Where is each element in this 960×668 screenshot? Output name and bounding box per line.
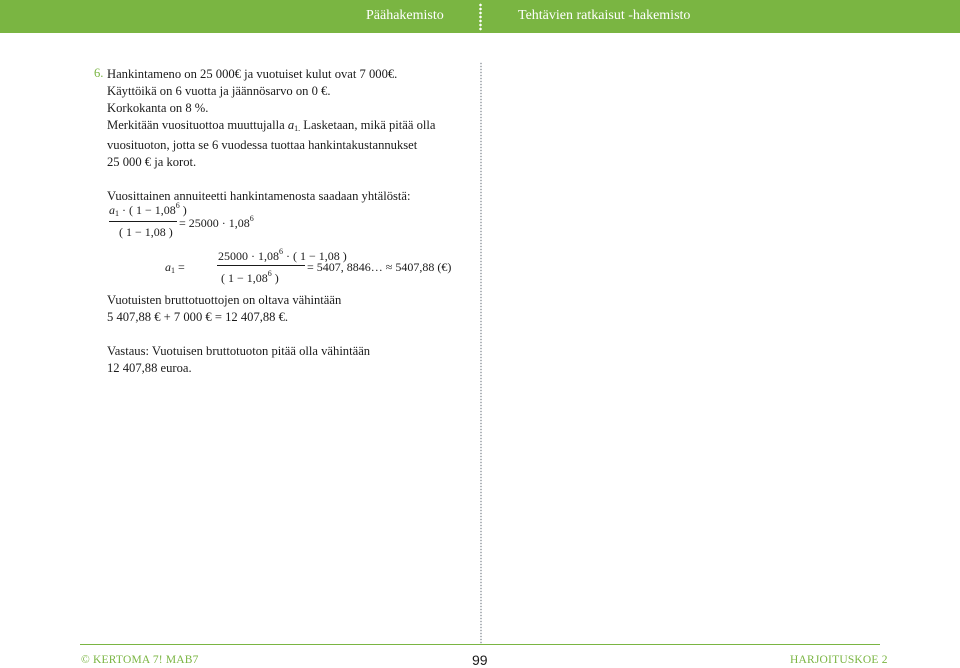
task-line-5: vuosituoton, jotta se 6 vuodessa tuottaa hankintakustannukset [107, 138, 418, 152]
eq1-denominator: ( 1 − 1,08 ) [119, 225, 173, 239]
task-line-4: Merkitään vuosituottoa muuttujalla $a_{1.}$ Lasketaan, mikä pitää olla [107, 118, 436, 133]
footer-divider [80, 644, 880, 645]
task-line-2: Käyttöikä on 6 vuotta ja jäännösarvo on 0 €. [107, 84, 331, 98]
task-content [107, 66, 467, 205]
top-navigation-bar [0, 0, 960, 33]
eq2-fraction-bar [217, 265, 305, 266]
task-line-6: 25 000 € ja korot. [107, 155, 197, 169]
page-footer [0, 644, 960, 666]
footer-exam-title: HARJOITUSKOE 2 [790, 654, 888, 666]
task-number: 6. [94, 66, 104, 80]
eq2-numerator: $25000 \cdot 1,08^6$ · ( 1 − 1,08 ) [218, 247, 347, 263]
solutions-index-link[interactable]: Tehtävien ratkaisut -hakemisto [518, 8, 691, 23]
answer-line-1: Vastaus: Vuotuisen bruttotuoton pitää olla vähintään [107, 344, 371, 358]
eq1-rhs: = $25000 \cdot 1,08^6$ [179, 214, 254, 230]
task-line-1: Hankintameno on 25 000€ ja vuotuiset kulut ovat 7 000€. [107, 67, 398, 81]
main-index-link[interactable]: Päähakemisto [366, 8, 444, 23]
result-line-1: Vuotuisten bruttotuottojen on oltava vähintään [107, 293, 342, 307]
eq1-numerator: $a_1$ · ( $1 - 1,08^6$ ) [109, 201, 187, 218]
eq1-fraction-bar [109, 221, 177, 222]
eq2-denominator: ( $1 - 1,08^6$ ) [221, 269, 279, 285]
task-line-3: Korkokanta on 8 %. [107, 101, 209, 115]
footer-copyright: © KERTOMA 7! MAB7 [81, 654, 199, 666]
page-number: 99 [472, 652, 488, 668]
column-divider [480, 62, 482, 644]
answer-line-2: 12 407,88 euroa. [107, 361, 192, 375]
result-line-2: 5 407,88 € + 7 000 € = 12 407,88 €. [107, 310, 289, 324]
equation-intro: Vuosittainen annuiteetti hankintamenosta saadaan yhtälöstä: [107, 189, 411, 203]
nav-separator [479, 3, 482, 31]
eq2-rhs: = 5407, 8846… ≈ 5407,88 (€) [307, 260, 452, 274]
result-block [107, 292, 467, 377]
eq2-lhs: $a_1$ = [165, 260, 185, 275]
